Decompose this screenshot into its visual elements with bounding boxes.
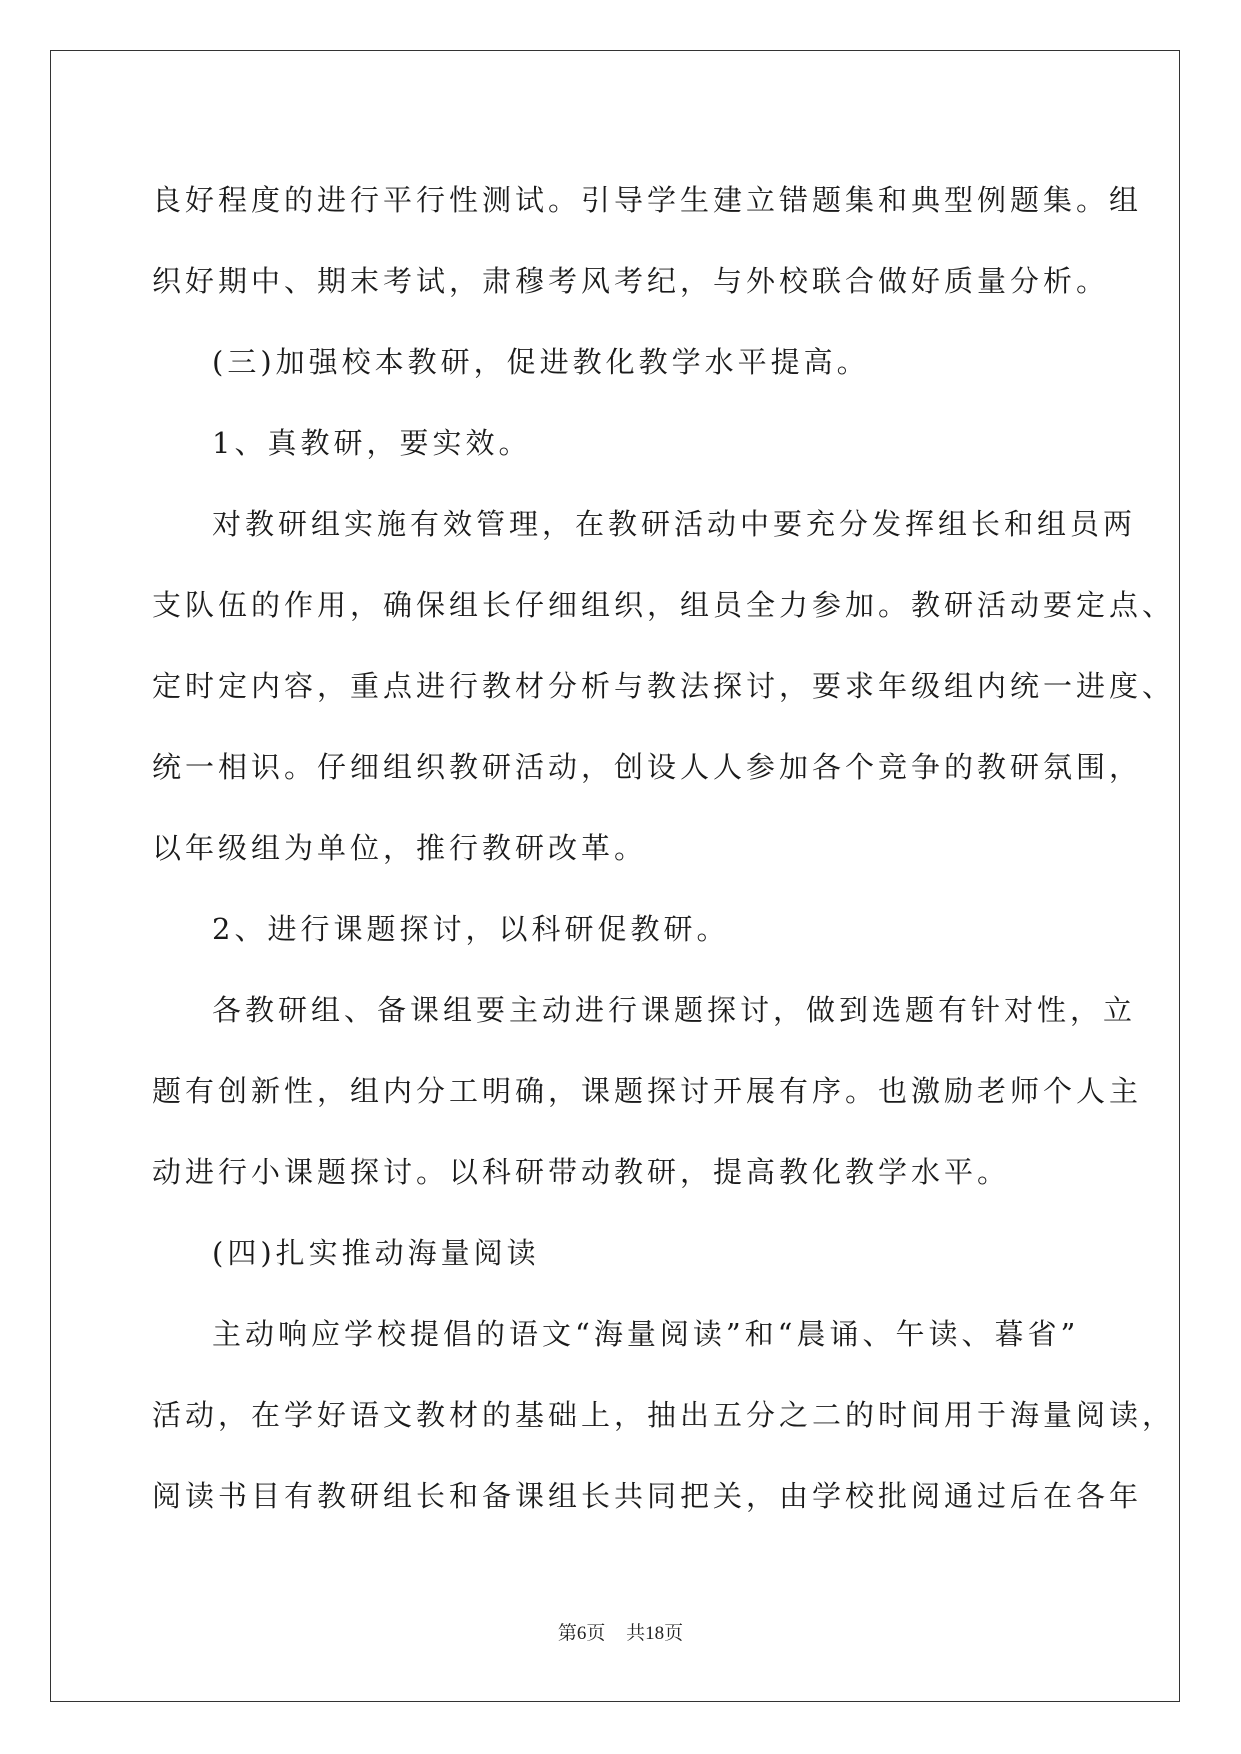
text-line: 各教研组、备课组要主动进行课题探讨，做到选题有针对性，立 [212, 993, 1137, 1027]
text-line: 阅读书目有教研组长和备课组长共同把关，由学校批阅通过后在各年 [152, 1479, 1143, 1513]
page-number: 第6页 [557, 1623, 606, 1644]
section-heading: (四)扎实推动海量阅读 [212, 1236, 540, 1270]
text-line: 动进行小课题探讨。以科研带动教研，提高教化教学水平。 [152, 1155, 1011, 1189]
text-line: 以年级组为单位，推行教研改革。 [152, 831, 648, 865]
page-total: 共18页 [626, 1623, 684, 1644]
text-line: 主动响应学校提倡的语文“海量阅读”和“晨诵、午读、暮省” [212, 1317, 1080, 1351]
text-line: 定时定内容，重点进行教材分析与教法探讨，要求年级组内统一进度、 [152, 669, 1176, 703]
text-line: 统一相识。仔细组织教研活动，创设人人参加各个竞争的教研氛围， [152, 750, 1143, 784]
text-line: 对教研组实施有效管理，在教研活动中要充分发挥组长和组员两 [212, 507, 1137, 541]
subsection-heading: 1、真教研，要实效。 [212, 426, 532, 460]
section-heading: (三)加强校本教研，促进教化教学水平提高。 [212, 345, 870, 379]
text-line: 支队伍的作用，确保组长仔细组织，组员全力参加。教研活动要定点、 [152, 588, 1176, 622]
text-line: 题有创新性，组内分工明确，课题探讨开展有序。也激励老师个人主 [152, 1074, 1143, 1108]
subsection-heading: 2、进行课题探讨，以科研促教研。 [212, 912, 730, 946]
text-line: 活动，在学好语文教材的基础上，抽出五分之二的时间用于海量阅读， [152, 1398, 1176, 1432]
text-line: 织好期中、期末考试，肃穆考风考纪，与外校联合做好质量分析。 [152, 264, 1110, 298]
document-body [152, 160, 1176, 1537]
text-line: 良好程度的进行平行性测试。引导学生建立错题集和典型例题集。组 [152, 183, 1143, 217]
page-footer [0, 1618, 1241, 1645]
